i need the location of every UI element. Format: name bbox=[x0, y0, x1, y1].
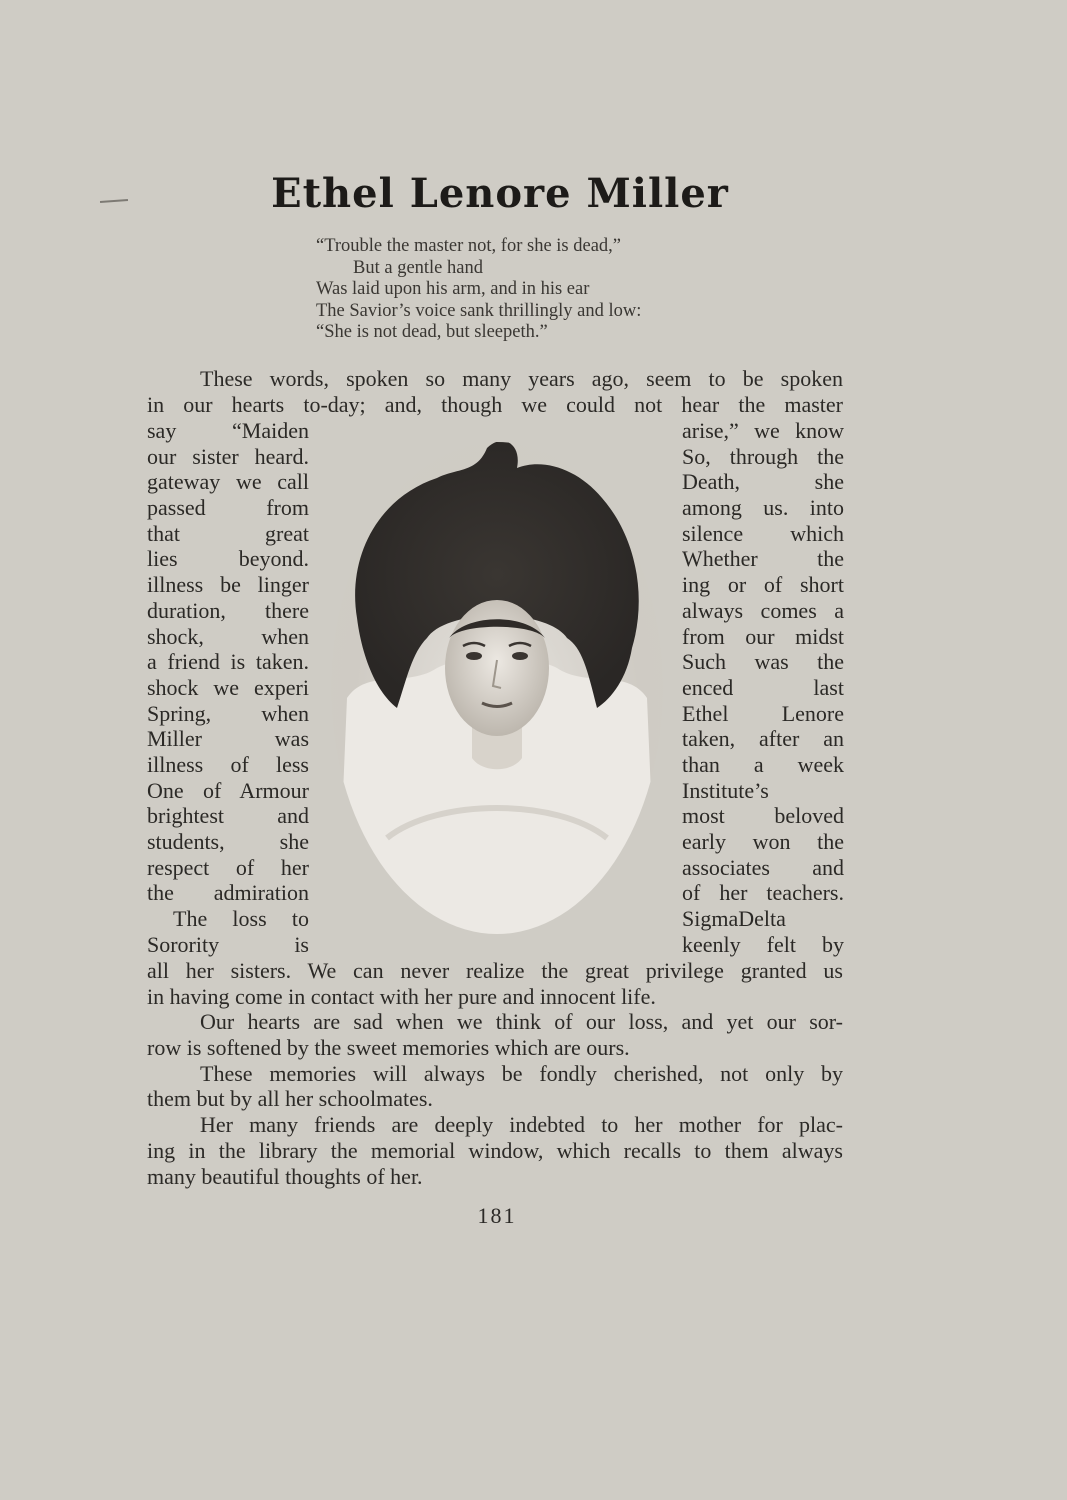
text-line: Whether the bbox=[682, 546, 844, 572]
text-line: brightest and bbox=[147, 803, 309, 829]
text-line: taken, after an bbox=[682, 726, 844, 752]
page-title: Ethel Lenore Miller bbox=[271, 170, 729, 217]
text-line: illness of less bbox=[147, 751, 309, 777]
text-line: say “Maiden bbox=[147, 418, 309, 443]
poem-line: “She is not dead, but sleepeth.” bbox=[316, 322, 548, 342]
text-line: These words, spoken so many years ago, seem to be spoken bbox=[200, 366, 843, 391]
text-line: the admiration bbox=[147, 880, 309, 906]
closing-paragraphs bbox=[147, 958, 843, 1189]
text-line: ing or of short bbox=[682, 572, 844, 598]
left-text-column bbox=[147, 418, 309, 957]
text-line: of her teachers. bbox=[682, 880, 844, 906]
text-line: keenly felt by bbox=[682, 931, 844, 957]
intro-paragraph bbox=[147, 366, 843, 417]
poem-line: “Trouble the master not, for she is dead,” bbox=[316, 236, 622, 256]
text-line: early won the bbox=[682, 829, 844, 854]
text-line: Death, she bbox=[682, 469, 844, 495]
text-line: These memories will always be fondly cherished, not only by bbox=[200, 1060, 843, 1086]
poem-line: The Savior’s voice sank thrillingly and low: bbox=[316, 300, 642, 321]
text-line: SigmaDelta bbox=[682, 906, 786, 932]
portrait-photo bbox=[327, 438, 667, 938]
text-line: many beautiful thoughts of her. bbox=[147, 1163, 423, 1189]
text-line: illness be linger bbox=[147, 572, 309, 598]
text-line: The loss to bbox=[173, 906, 309, 932]
text-line: row is softened by the sweet memories which are ours. bbox=[147, 1035, 630, 1061]
text-line: that great bbox=[147, 520, 309, 546]
text-line: associates and bbox=[682, 854, 844, 880]
text-line: than a week bbox=[682, 751, 844, 777]
text-line: duration, there bbox=[147, 597, 309, 623]
text-line: ing in the library the memorial window, which recalls to them always bbox=[147, 1137, 843, 1163]
text-line: Her many friends are deeply indebted to her mother for plac- bbox=[200, 1112, 843, 1138]
text-line: enced last bbox=[682, 674, 844, 700]
page-number: 181 bbox=[477, 1203, 517, 1228]
text-line: Such was the bbox=[682, 649, 844, 675]
text-line: our sister heard. bbox=[147, 443, 309, 469]
text-line: among us. into bbox=[682, 495, 844, 521]
text-line: most beloved bbox=[682, 803, 844, 829]
text-line: from our midst bbox=[682, 623, 844, 649]
poem-line: Was laid upon his arm, and in his ear bbox=[316, 279, 590, 299]
poem-line: But a gentle hand bbox=[316, 257, 483, 278]
text-line: students, she bbox=[147, 829, 309, 854]
text-line: a friend is taken. bbox=[147, 649, 309, 675]
text-line: in having come in contact with her pure and innocent life. bbox=[147, 983, 656, 1009]
text-line: Ethel Lenore bbox=[682, 700, 844, 726]
text-line: Our hearts are sad when we think of our loss, and yet our sor- bbox=[200, 1009, 843, 1035]
text-line: silence which bbox=[682, 520, 844, 546]
text-line: arise,” we know bbox=[682, 418, 844, 443]
text-line: in our hearts to-day; and, though we could not hear the master bbox=[147, 391, 843, 417]
text-line: shock we experi bbox=[147, 674, 309, 700]
text-line: passed from bbox=[147, 495, 309, 521]
text-line: shock, when bbox=[147, 623, 309, 649]
text-line: gateway we call bbox=[147, 469, 309, 495]
text-line: So, through the bbox=[682, 443, 844, 469]
text-line: them but by all her schoolmates. bbox=[147, 1086, 433, 1112]
text-line: lies beyond. bbox=[147, 546, 309, 572]
text-line: all her sisters. We can never realize the great privilege granted us bbox=[147, 958, 843, 983]
text-line: One of Armour bbox=[147, 777, 309, 803]
text-line: Sorority is bbox=[147, 931, 309, 957]
poem-epigraph bbox=[316, 236, 641, 344]
text-line: Spring, when bbox=[147, 700, 309, 726]
right-text-column bbox=[682, 418, 844, 957]
text-line: Miller was bbox=[147, 726, 309, 752]
text-line: Institute’s bbox=[682, 777, 769, 803]
text-line: respect of her bbox=[147, 854, 309, 880]
text-line: always comes a bbox=[682, 597, 844, 623]
